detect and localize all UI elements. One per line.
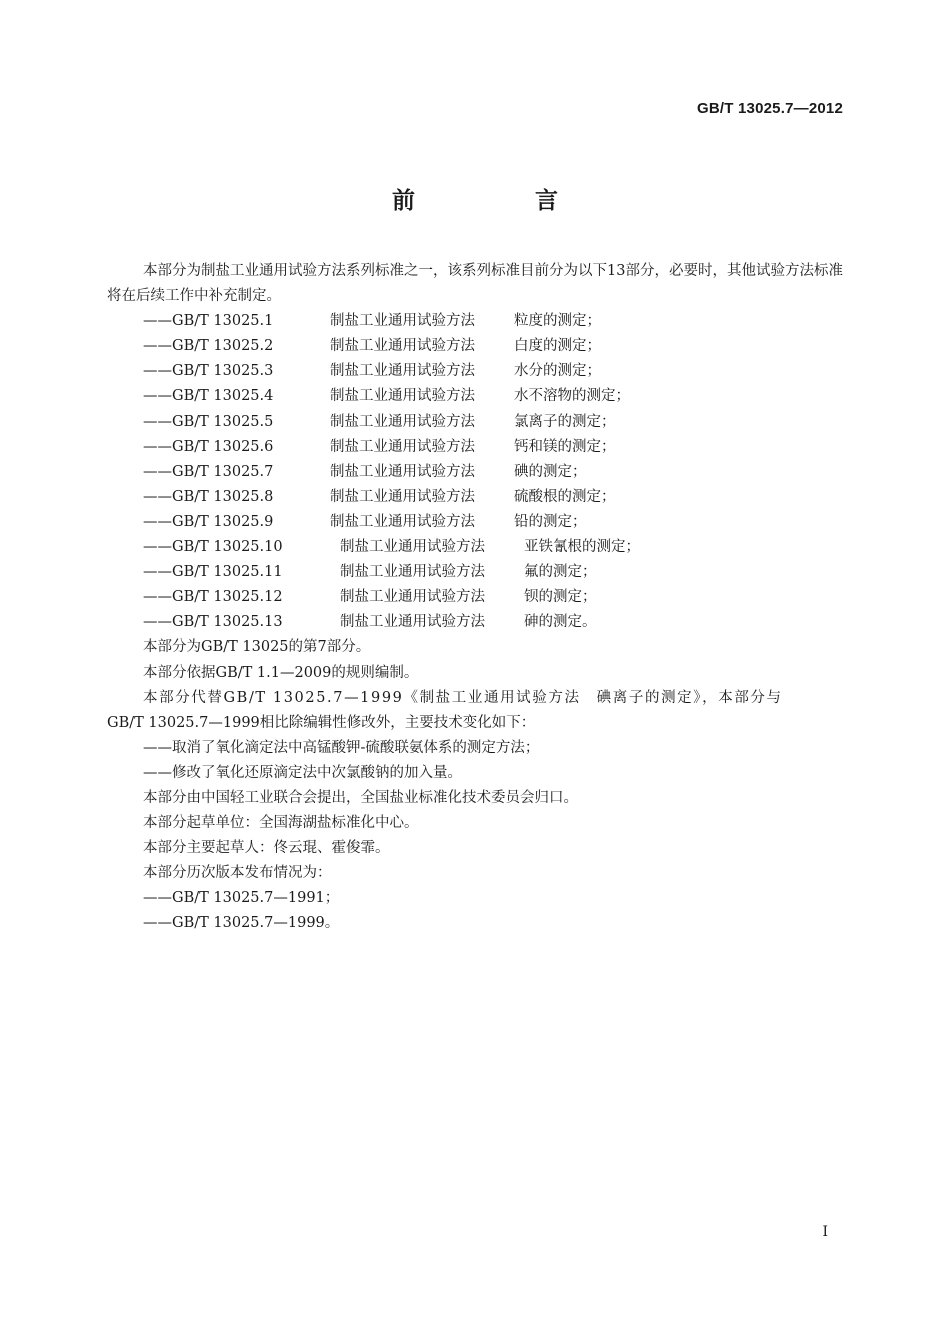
part-list-item [107, 510, 843, 535]
part-dash: —— [143, 488, 172, 505]
part-topic: 亚铁氰根的测定； [524, 539, 640, 556]
part-code: GB/T 13025.3 [172, 363, 274, 380]
foreword-body [107, 259, 843, 937]
part-list-item [107, 435, 843, 460]
part-list-item [107, 384, 843, 409]
part-method-name: 制盐工业通用试验方法 [330, 338, 475, 355]
part-code: GB/T 13025.13 [172, 614, 283, 631]
part-topic: 钙和镁的测定； [514, 438, 616, 455]
page-number: I [822, 1224, 828, 1240]
intro-paragraph: 本部分为制盐工业通用试验方法系列标准之一，该系列标准目前分为以下13部分，必要时，其他试验方法标准将在后续工作中补充制定。 [107, 263, 843, 305]
history-item-2: ——GB/T 13025.7—1999。 [143, 915, 340, 932]
part-topic: 氯离子的测定； [514, 413, 616, 430]
part-topic: 水不溶物的测定； [514, 388, 630, 405]
part-method-name: 制盐工业通用试验方法 [340, 539, 485, 556]
part-list-item [107, 309, 843, 334]
proposer-statement: 本部分由中国轻工业联合会提出，全国盐业标准化技术委员会归口。 [143, 789, 578, 806]
part-dash: —— [143, 388, 172, 405]
part-code: GB/T 13025.2 [172, 338, 274, 355]
drafting-unit-statement: 本部分起草单位：全国海湖盐标准化中心。 [143, 815, 419, 832]
part-list-item [107, 585, 843, 610]
part-dash: —— [143, 589, 172, 606]
part-code: GB/T 13025.11 [172, 564, 283, 581]
part-dash: —— [143, 614, 172, 631]
standard-code: GB/T 13025.7—2012 [697, 100, 843, 117]
part-code: GB/T 13025.5 [172, 413, 274, 430]
part-method-name: 制盐工业通用试验方法 [330, 513, 475, 530]
part-dash: —— [143, 438, 172, 455]
part-topic: 砷的测定。 [524, 614, 597, 631]
part-topic: 粒度的测定； [514, 313, 601, 330]
part-method-name: 制盐工业通用试验方法 [330, 488, 475, 505]
part-dash: —— [143, 338, 172, 355]
parts-list [107, 309, 843, 635]
part-code: GB/T 13025.8 [172, 488, 274, 505]
part-dash: —— [143, 539, 172, 556]
part-list-item [107, 334, 843, 359]
part-list-item [107, 560, 843, 585]
part-topic: 铅的测定； [514, 513, 587, 530]
part-list-item [107, 410, 843, 435]
replacement-statement-line2: GB/T 13025.7—1999相比除编辑性修改外，主要技术变化如下： [107, 714, 536, 731]
part-dash: —— [143, 413, 172, 430]
part-topic: 氟的测定； [524, 564, 597, 581]
change-item-2: ——修改了氧化还原滴定法中次氯酸钠的加入量。 [143, 764, 462, 781]
rules-statement: 本部分依据GB/T 1.1—2009的规则编制。 [143, 664, 419, 681]
part-code: GB/T 13025.7 [172, 463, 274, 480]
part-method-name: 制盐工业通用试验方法 [330, 388, 475, 405]
part-code: GB/T 13025.10 [172, 539, 283, 556]
part-list-item [107, 460, 843, 485]
part-method-name: 制盐工业通用试验方法 [330, 438, 475, 455]
part-method-name: 制盐工业通用试验方法 [340, 564, 485, 581]
page-title: 前 言 [391, 188, 614, 214]
part-method-name: 制盐工业通用试验方法 [330, 363, 475, 380]
part-topic: 碘的测定； [514, 463, 587, 480]
replacement-statement-line1: 本部分代替GB/T 13025.7—1999《制盐工业通用试验方法 碘离子的测定》，本部分与 [143, 689, 783, 706]
part-dash: —— [143, 463, 172, 480]
part-topic: 白度的测定； [514, 338, 601, 355]
part-number-statement: 本部分为GB/T 13025的第7部分。 [143, 639, 371, 656]
part-method-name: 制盐工业通用试验方法 [340, 589, 485, 606]
part-method-name: 制盐工业通用试验方法 [330, 313, 475, 330]
part-dash: —— [143, 313, 172, 330]
part-topic: 钡的测定； [524, 589, 597, 606]
part-dash: —— [143, 564, 172, 581]
part-topic: 硫酸根的测定； [514, 488, 616, 505]
part-list-item [107, 535, 843, 560]
part-code: GB/T 13025.12 [172, 589, 283, 606]
part-method-name: 制盐工业通用试验方法 [330, 413, 475, 430]
history-title: 本部分历次版本发布情况为： [143, 865, 332, 882]
part-method-name: 制盐工业通用试验方法 [340, 614, 485, 631]
change-item-1: ——取消了氧化滴定法中高锰酸钾-硫酸联氨体系的测定方法； [143, 739, 540, 756]
part-method-name: 制盐工业通用试验方法 [330, 463, 475, 480]
history-item-1: ——GB/T 13025.7—1991； [143, 890, 340, 907]
drafters-statement: 本部分主要起草人：佟云琨、霍俊霏。 [143, 840, 390, 857]
part-topic: 水分的测定； [514, 363, 601, 380]
part-code: GB/T 13025.4 [172, 388, 274, 405]
part-dash: —— [143, 513, 172, 530]
part-list-item [107, 610, 843, 635]
part-code: GB/T 13025.9 [172, 513, 274, 530]
part-list-item [107, 359, 843, 384]
part-dash: —— [143, 363, 172, 380]
part-code: GB/T 13025.1 [172, 313, 274, 330]
part-list-item [107, 485, 843, 510]
part-code: GB/T 13025.6 [172, 438, 274, 455]
